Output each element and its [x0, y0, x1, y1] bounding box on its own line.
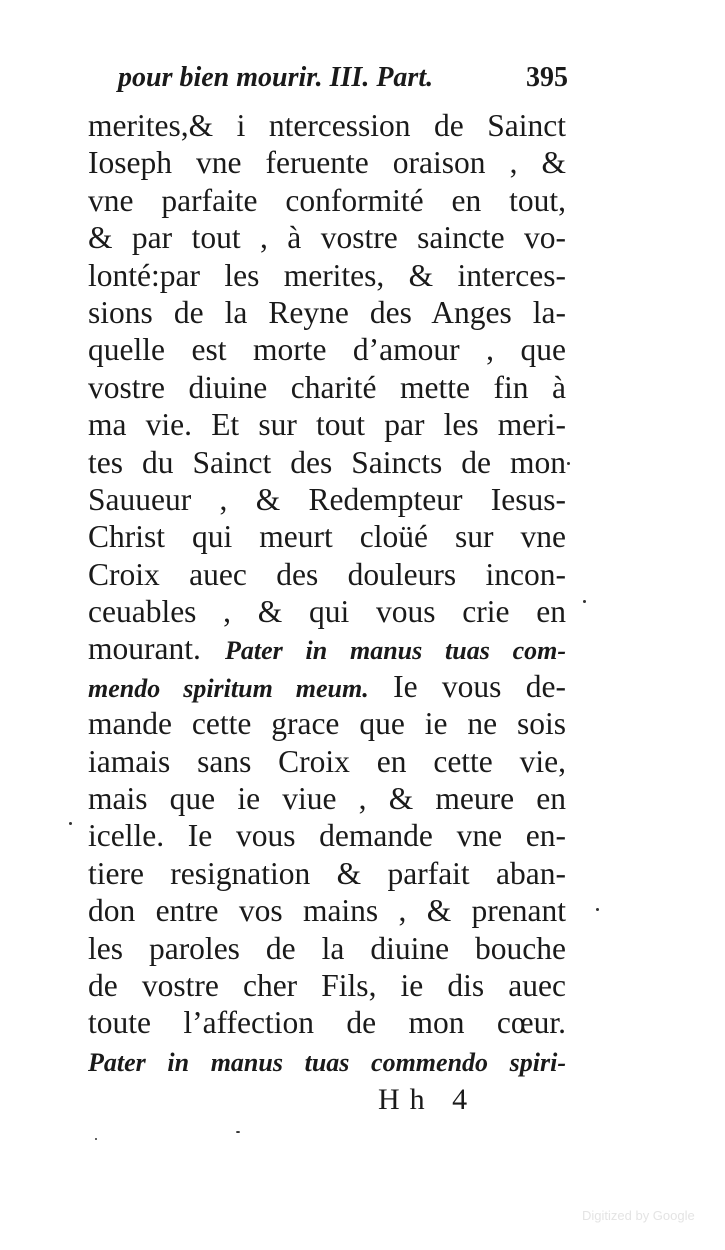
text-run: les paroles de la diuine bouche — [88, 930, 566, 966]
text-run: mande cette grace que ie ne sois — [88, 706, 566, 742]
text-line — [88, 257, 566, 294]
text-run: icelle. Ie vous demande vne en- — [88, 818, 566, 854]
text-run: sions de la Reyne des Anges la- — [88, 294, 566, 330]
text-line — [88, 219, 566, 256]
text-run: vne parfaite conformité en tout, — [88, 182, 566, 218]
text-run: toute l’affection de mon cœur. — [88, 1005, 566, 1041]
text-run: mais que ie viue , & meure en — [88, 781, 566, 817]
text-run: iamais sans Croix en cette vie, — [88, 743, 566, 779]
text-line — [88, 855, 566, 892]
text-run: Sauueur , & Redempteur Iesus- — [88, 481, 566, 517]
text-run: tiere resignation & parfait aban- — [88, 855, 566, 891]
text-line — [88, 593, 566, 630]
text-run: Ie vous de- — [368, 668, 567, 704]
ink-speck — [95, 1138, 97, 1140]
text-line — [88, 630, 566, 667]
text-line — [88, 743, 566, 780]
text-line — [88, 780, 566, 817]
ink-speck — [69, 822, 72, 825]
text-run: ma vie. Et sur tout par les meri- — [88, 407, 566, 443]
text-run: & par tout , à vostre saincte vo- — [88, 220, 566, 256]
text-run: tes du Sainct des Saincts de mon — [88, 444, 566, 480]
text-run: quelle est morte d’amour , que — [88, 332, 566, 368]
latin-quotation: mendo spiritum meum. — [88, 673, 369, 703]
text-run: ceuables , & qui vous crie en — [88, 594, 566, 630]
text-run: Christ qui meurt cloüé sur vne — [88, 519, 566, 555]
text-line — [88, 518, 566, 555]
text-run: Croix auec des douleurs incon- — [88, 556, 566, 592]
text-line — [88, 369, 566, 406]
text-line — [88, 930, 566, 967]
text-line — [88, 406, 566, 443]
text-line — [88, 1004, 566, 1041]
ink-speck — [596, 908, 599, 911]
text-line — [88, 144, 566, 181]
text-line — [88, 1042, 566, 1079]
signature-mark: Hh 4 — [378, 1083, 478, 1116]
text-run: Ioseph vne feruente oraison , & — [88, 145, 566, 181]
text-line — [88, 967, 566, 1004]
text-line — [88, 107, 566, 144]
text-line — [88, 444, 566, 481]
ink-speck — [236, 1131, 240, 1133]
ink-speck — [567, 462, 570, 465]
latin-quotation: Pater in manus tuas com- — [225, 636, 566, 666]
text-line — [88, 294, 566, 331]
text-line — [88, 481, 566, 518]
text-line — [88, 182, 566, 219]
text-line — [88, 556, 566, 593]
watermark: Digitized by Google — [582, 1208, 695, 1223]
running-head — [118, 62, 568, 104]
body-text — [88, 107, 566, 1079]
text-line — [88, 705, 566, 742]
text-run: don entre vos mains , & prenant — [88, 893, 566, 929]
text-line — [88, 331, 566, 368]
latin-quotation: Pater in manus tuas commendo spiri- — [88, 1047, 566, 1077]
text-line — [88, 668, 566, 705]
text-run: de vostre cher Fils, ie dis auec — [88, 967, 566, 1003]
page-number: 395 — [526, 62, 568, 93]
text-run: mourant. — [88, 631, 225, 667]
ink-speck — [583, 600, 586, 603]
text-line — [88, 892, 566, 929]
text-run: vostre diuine charité mette fin à — [88, 369, 566, 405]
text-run: merites,& i ntercession de Sainct — [88, 108, 566, 143]
running-head-title: pour bien mourir. III. Part. — [118, 62, 434, 93]
text-line — [88, 817, 566, 854]
text-run: lonté:par les merites, & interces- — [88, 257, 566, 293]
